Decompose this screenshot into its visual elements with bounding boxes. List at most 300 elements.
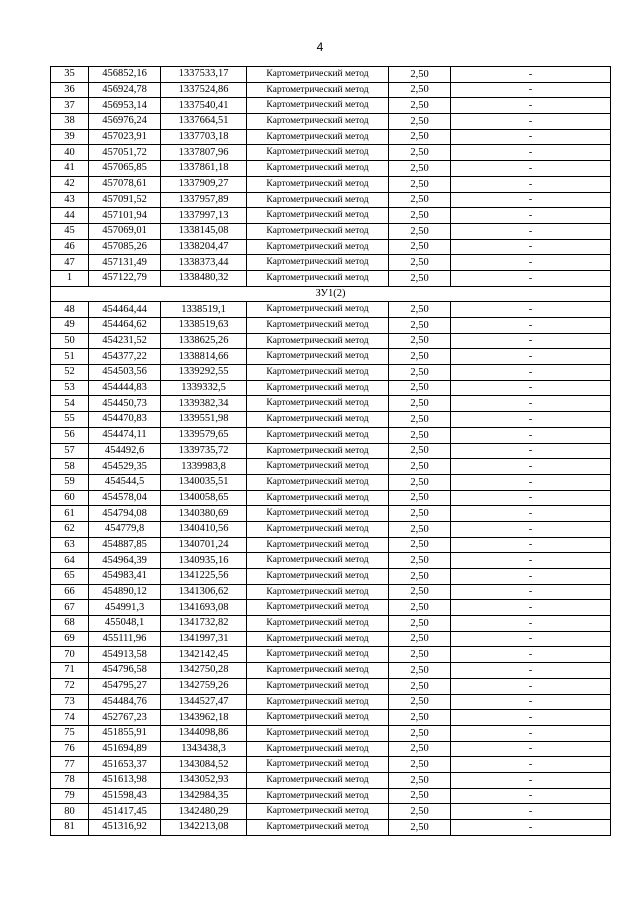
x-coordinate-cell: 451316,92 [89, 820, 161, 836]
x-coordinate-cell: 454503,56 [89, 365, 161, 381]
method-cell: Картометрический метод [247, 474, 389, 490]
accuracy-cell: 2,50 [389, 98, 451, 114]
point-number-cell: 80 [51, 804, 89, 820]
table-row [51, 176, 611, 192]
point-number-cell: 56 [51, 427, 89, 443]
table-row [51, 804, 611, 820]
note-cell: - [451, 208, 611, 224]
note-cell: - [451, 663, 611, 679]
accuracy-cell: 2,50 [389, 569, 451, 585]
note-cell: - [451, 223, 611, 239]
y-coordinate-cell: 1342142,45 [161, 647, 247, 663]
x-coordinate-cell: 454231,52 [89, 333, 161, 349]
x-coordinate-cell: 454890,12 [89, 584, 161, 600]
method-cell: Картометрический метод [247, 772, 389, 788]
x-coordinate-cell: 454544,5 [89, 474, 161, 490]
note-cell: - [451, 349, 611, 365]
accuracy-cell: 2,50 [389, 694, 451, 710]
table-row [51, 98, 611, 114]
accuracy-cell: 2,50 [389, 129, 451, 145]
table-row [51, 270, 611, 286]
accuracy-cell: 2,50 [389, 725, 451, 741]
method-cell: Картометрический метод [247, 631, 389, 647]
table-row [51, 694, 611, 710]
y-coordinate-cell: 1339332,5 [161, 380, 247, 396]
table-row [51, 365, 611, 381]
x-coordinate-cell: 454578,04 [89, 490, 161, 506]
point-number-cell: 75 [51, 725, 89, 741]
note-cell: - [451, 553, 611, 569]
note-cell: - [451, 427, 611, 443]
accuracy-cell: 2,50 [389, 145, 451, 161]
point-number-cell: 66 [51, 584, 89, 600]
point-number-cell: 42 [51, 176, 89, 192]
method-cell: Картометрический метод [247, 349, 389, 365]
point-number-cell: 65 [51, 569, 89, 585]
accuracy-cell: 2,50 [389, 239, 451, 255]
note-cell: - [451, 396, 611, 412]
note-cell: - [451, 67, 611, 83]
accuracy-cell: 2,50 [389, 192, 451, 208]
method-cell: Картометрический метод [247, 788, 389, 804]
y-coordinate-cell: 1343438,3 [161, 741, 247, 757]
point-number-cell: 55 [51, 412, 89, 428]
method-cell: Картометрический метод [247, 114, 389, 130]
method-cell: Картометрический метод [247, 490, 389, 506]
method-cell: Картометрический метод [247, 412, 389, 428]
x-coordinate-cell: 454983,41 [89, 569, 161, 585]
x-coordinate-cell: 454450,73 [89, 396, 161, 412]
table-row [51, 443, 611, 459]
table-row [51, 223, 611, 239]
x-coordinate-cell: 456953,14 [89, 98, 161, 114]
y-coordinate-cell: 1340935,16 [161, 553, 247, 569]
accuracy-cell: 2,50 [389, 537, 451, 553]
point-number-cell: 74 [51, 710, 89, 726]
y-coordinate-cell: 1337861,18 [161, 161, 247, 177]
x-coordinate-cell: 454474,11 [89, 427, 161, 443]
y-coordinate-cell: 1340035,51 [161, 474, 247, 490]
x-coordinate-cell: 454887,85 [89, 537, 161, 553]
note-cell: - [451, 757, 611, 773]
accuracy-cell: 2,50 [389, 333, 451, 349]
point-number-cell: 52 [51, 365, 89, 381]
table-row [51, 678, 611, 694]
y-coordinate-cell: 1337540,41 [161, 98, 247, 114]
x-coordinate-cell: 454484,76 [89, 694, 161, 710]
accuracy-cell: 2,50 [389, 678, 451, 694]
y-coordinate-cell: 1343962,18 [161, 710, 247, 726]
table-row [51, 380, 611, 396]
note-cell: - [451, 192, 611, 208]
method-cell: Картометрический метод [247, 208, 389, 224]
point-number-cell: 58 [51, 459, 89, 475]
y-coordinate-cell: 1342750,28 [161, 663, 247, 679]
point-number-cell: 79 [51, 788, 89, 804]
table-row [51, 788, 611, 804]
y-coordinate-cell: 1338625,26 [161, 333, 247, 349]
point-number-cell: 67 [51, 600, 89, 616]
point-number-cell: 62 [51, 521, 89, 537]
accuracy-cell: 2,50 [389, 741, 451, 757]
note-cell: - [451, 474, 611, 490]
y-coordinate-cell: 1339579,65 [161, 427, 247, 443]
note-cell: - [451, 647, 611, 663]
x-coordinate-cell: 457085,26 [89, 239, 161, 255]
y-coordinate-cell: 1341225,56 [161, 569, 247, 585]
accuracy-cell: 2,50 [389, 757, 451, 773]
note-cell: - [451, 302, 611, 318]
accuracy-cell: 2,50 [389, 710, 451, 726]
x-coordinate-cell: 457069,01 [89, 223, 161, 239]
y-coordinate-cell: 1339382,34 [161, 396, 247, 412]
note-cell: - [451, 412, 611, 428]
accuracy-cell: 2,50 [389, 553, 451, 569]
y-coordinate-cell: 1341732,82 [161, 616, 247, 632]
note-cell: - [451, 490, 611, 506]
y-coordinate-cell: 1343052,93 [161, 772, 247, 788]
method-cell: Картометрический метод [247, 710, 389, 726]
x-coordinate-cell: 457078,61 [89, 176, 161, 192]
accuracy-cell: 2,50 [389, 474, 451, 490]
table-row [51, 725, 611, 741]
section-header-row [51, 286, 611, 302]
x-coordinate-cell: 454991,3 [89, 600, 161, 616]
y-coordinate-cell: 1340058,65 [161, 490, 247, 506]
x-coordinate-cell: 457101,94 [89, 208, 161, 224]
x-coordinate-cell: 454794,08 [89, 506, 161, 522]
table-row [51, 710, 611, 726]
page-number: 4 [316, 40, 324, 54]
method-cell: Картометрический метод [247, 757, 389, 773]
table-row [51, 553, 611, 569]
x-coordinate-cell: 451417,45 [89, 804, 161, 820]
y-coordinate-cell: 1337664,51 [161, 114, 247, 130]
note-cell: - [451, 584, 611, 600]
y-coordinate-cell: 1338204,47 [161, 239, 247, 255]
point-number-cell: 49 [51, 318, 89, 334]
y-coordinate-cell: 1338145,08 [161, 223, 247, 239]
point-number-cell: 45 [51, 223, 89, 239]
method-cell: Картометрический метод [247, 616, 389, 632]
x-coordinate-cell: 457065,85 [89, 161, 161, 177]
x-coordinate-cell: 454377,22 [89, 349, 161, 365]
note-cell: - [451, 270, 611, 286]
y-coordinate-cell: 1338480,32 [161, 270, 247, 286]
point-number-cell: 53 [51, 380, 89, 396]
table-row [51, 537, 611, 553]
table-row [51, 82, 611, 98]
x-coordinate-cell: 454795,27 [89, 678, 161, 694]
point-number-cell: 64 [51, 553, 89, 569]
method-cell: Картометрический метод [247, 506, 389, 522]
method-cell: Картометрический метод [247, 270, 389, 286]
note-cell: - [451, 145, 611, 161]
x-coordinate-cell: 454464,44 [89, 302, 161, 318]
note-cell: - [451, 98, 611, 114]
y-coordinate-cell: 1338519,63 [161, 318, 247, 334]
point-number-cell: 54 [51, 396, 89, 412]
x-coordinate-cell: 454964,39 [89, 553, 161, 569]
table-row [51, 490, 611, 506]
accuracy-cell: 2,50 [389, 490, 451, 506]
x-coordinate-cell: 454444,83 [89, 380, 161, 396]
method-cell: Картометрический метод [247, 694, 389, 710]
method-cell: Картометрический метод [247, 427, 389, 443]
table-row [51, 192, 611, 208]
table-row [51, 521, 611, 537]
method-cell: Картометрический метод [247, 521, 389, 537]
accuracy-cell: 2,50 [389, 82, 451, 98]
accuracy-cell: 2,50 [389, 67, 451, 83]
accuracy-cell: 2,50 [389, 772, 451, 788]
accuracy-cell: 2,50 [389, 161, 451, 177]
point-number-cell: 36 [51, 82, 89, 98]
table-row [51, 772, 611, 788]
accuracy-cell: 2,50 [389, 412, 451, 428]
note-cell: - [451, 678, 611, 694]
point-number-cell: 38 [51, 114, 89, 130]
point-number-cell: 35 [51, 67, 89, 83]
method-cell: Картометрический метод [247, 302, 389, 318]
method-cell: Картометрический метод [247, 678, 389, 694]
note-cell: - [451, 725, 611, 741]
y-coordinate-cell: 1340380,69 [161, 506, 247, 522]
x-coordinate-cell: 454529,35 [89, 459, 161, 475]
accuracy-cell: 2,50 [389, 365, 451, 381]
x-coordinate-cell: 454470,83 [89, 412, 161, 428]
table-row [51, 820, 611, 836]
table-row [51, 647, 611, 663]
accuracy-cell: 2,50 [389, 663, 451, 679]
accuracy-cell: 2,50 [389, 443, 451, 459]
accuracy-cell: 2,50 [389, 616, 451, 632]
accuracy-cell: 2,50 [389, 506, 451, 522]
point-number-cell: 50 [51, 333, 89, 349]
note-cell: - [451, 239, 611, 255]
y-coordinate-cell: 1340410,56 [161, 521, 247, 537]
note-cell: - [451, 741, 611, 757]
point-number-cell: 1 [51, 270, 89, 286]
x-coordinate-cell: 454796,58 [89, 663, 161, 679]
x-coordinate-cell: 451694,89 [89, 741, 161, 757]
y-coordinate-cell: 1341997,31 [161, 631, 247, 647]
accuracy-cell: 2,50 [389, 600, 451, 616]
table-row [51, 302, 611, 318]
table-row [51, 333, 611, 349]
note-cell: - [451, 114, 611, 130]
table-row [51, 145, 611, 161]
note-cell: - [451, 129, 611, 145]
accuracy-cell: 2,50 [389, 804, 451, 820]
table-row [51, 616, 611, 632]
point-number-cell: 73 [51, 694, 89, 710]
method-cell: Картометрический метод [247, 663, 389, 679]
note-cell: - [451, 788, 611, 804]
method-cell: Картометрический метод [247, 600, 389, 616]
note-cell: - [451, 694, 611, 710]
point-number-cell: 39 [51, 129, 89, 145]
y-coordinate-cell: 1339292,55 [161, 365, 247, 381]
point-number-cell: 59 [51, 474, 89, 490]
note-cell: - [451, 255, 611, 271]
note-cell: - [451, 772, 611, 788]
point-number-cell: 63 [51, 537, 89, 553]
table-row [51, 631, 611, 647]
note-cell: - [451, 537, 611, 553]
table-row [51, 569, 611, 585]
method-cell: Картометрический метод [247, 725, 389, 741]
x-coordinate-cell: 454464,62 [89, 318, 161, 334]
coordinates-table [50, 66, 611, 836]
accuracy-cell: 2,50 [389, 631, 451, 647]
table-row [51, 239, 611, 255]
x-coordinate-cell: 455048,1 [89, 616, 161, 632]
y-coordinate-cell: 1344098,86 [161, 725, 247, 741]
method-cell: Картометрический метод [247, 145, 389, 161]
y-coordinate-cell: 1337997,13 [161, 208, 247, 224]
note-cell: - [451, 380, 611, 396]
note-cell: - [451, 820, 611, 836]
method-cell: Картометрический метод [247, 804, 389, 820]
x-coordinate-cell: 457051,72 [89, 145, 161, 161]
table-row [51, 114, 611, 130]
table-row [51, 208, 611, 224]
table-row [51, 318, 611, 334]
table-row [51, 474, 611, 490]
coordinates-table-body [51, 67, 611, 836]
table-row [51, 663, 611, 679]
x-coordinate-cell: 451613,98 [89, 772, 161, 788]
x-coordinate-cell: 451598,43 [89, 788, 161, 804]
note-cell: - [451, 459, 611, 475]
accuracy-cell: 2,50 [389, 302, 451, 318]
point-number-cell: 81 [51, 820, 89, 836]
x-coordinate-cell: 454492,6 [89, 443, 161, 459]
y-coordinate-cell: 1337533,17 [161, 67, 247, 83]
accuracy-cell: 2,50 [389, 521, 451, 537]
y-coordinate-cell: 1339983,8 [161, 459, 247, 475]
note-cell: - [451, 600, 611, 616]
table-row [51, 129, 611, 145]
accuracy-cell: 2,50 [389, 396, 451, 412]
method-cell: Картометрический метод [247, 223, 389, 239]
x-coordinate-cell: 457131,49 [89, 255, 161, 271]
method-cell: Картометрический метод [247, 239, 389, 255]
x-coordinate-cell: 457091,52 [89, 192, 161, 208]
accuracy-cell: 2,50 [389, 318, 451, 334]
note-cell: - [451, 443, 611, 459]
method-cell: Картометрический метод [247, 333, 389, 349]
accuracy-cell: 2,50 [389, 427, 451, 443]
method-cell: Картометрический метод [247, 569, 389, 585]
method-cell: Картометрический метод [247, 98, 389, 114]
table-row [51, 412, 611, 428]
x-coordinate-cell: 457023,91 [89, 129, 161, 145]
table-row [51, 459, 611, 475]
method-cell: Картометрический метод [247, 820, 389, 836]
method-cell: Картометрический метод [247, 396, 389, 412]
point-number-cell: 71 [51, 663, 89, 679]
note-cell: - [451, 631, 611, 647]
y-coordinate-cell: 1337807,96 [161, 145, 247, 161]
method-cell: Картометрический метод [247, 82, 389, 98]
method-cell: Картометрический метод [247, 365, 389, 381]
method-cell: Картометрический метод [247, 443, 389, 459]
table-row [51, 741, 611, 757]
y-coordinate-cell: 1342213,08 [161, 820, 247, 836]
point-number-cell: 51 [51, 349, 89, 365]
table-row [51, 67, 611, 83]
accuracy-cell: 2,50 [389, 114, 451, 130]
y-coordinate-cell: 1341693,08 [161, 600, 247, 616]
x-coordinate-cell: 456924,78 [89, 82, 161, 98]
x-coordinate-cell: 451653,37 [89, 757, 161, 773]
y-coordinate-cell: 1338814,66 [161, 349, 247, 365]
x-coordinate-cell: 457122,79 [89, 270, 161, 286]
y-coordinate-cell: 1342480,29 [161, 804, 247, 820]
note-cell: - [451, 804, 611, 820]
table-row [51, 161, 611, 177]
point-number-cell: 40 [51, 145, 89, 161]
point-number-cell: 41 [51, 161, 89, 177]
note-cell: - [451, 569, 611, 585]
y-coordinate-cell: 1337524,86 [161, 82, 247, 98]
y-coordinate-cell: 1343084,52 [161, 757, 247, 773]
point-number-cell: 61 [51, 506, 89, 522]
accuracy-cell: 2,50 [389, 176, 451, 192]
method-cell: Картометрический метод [247, 647, 389, 663]
y-coordinate-cell: 1339735,72 [161, 443, 247, 459]
table-row [51, 255, 611, 271]
note-cell: - [451, 616, 611, 632]
y-coordinate-cell: 1341306,62 [161, 584, 247, 600]
x-coordinate-cell: 456852,16 [89, 67, 161, 83]
table-row [51, 396, 611, 412]
method-cell: Картометрический метод [247, 459, 389, 475]
accuracy-cell: 2,50 [389, 270, 451, 286]
method-cell: Картометрический метод [247, 537, 389, 553]
accuracy-cell: 2,50 [389, 208, 451, 224]
method-cell: Картометрический метод [247, 192, 389, 208]
accuracy-cell: 2,50 [389, 584, 451, 600]
note-cell: - [451, 82, 611, 98]
point-number-cell: 76 [51, 741, 89, 757]
accuracy-cell: 2,50 [389, 820, 451, 836]
x-coordinate-cell: 456976,24 [89, 114, 161, 130]
note-cell: - [451, 506, 611, 522]
method-cell: Картометрический метод [247, 318, 389, 334]
table-row [51, 584, 611, 600]
note-cell: - [451, 318, 611, 334]
method-cell: Картометрический метод [247, 129, 389, 145]
accuracy-cell: 2,50 [389, 255, 451, 271]
x-coordinate-cell: 452767,23 [89, 710, 161, 726]
x-coordinate-cell: 454913,58 [89, 647, 161, 663]
accuracy-cell: 2,50 [389, 223, 451, 239]
y-coordinate-cell: 1337703,18 [161, 129, 247, 145]
point-number-cell: 46 [51, 239, 89, 255]
x-coordinate-cell: 451855,91 [89, 725, 161, 741]
y-coordinate-cell: 1338519,1 [161, 302, 247, 318]
accuracy-cell: 2,50 [389, 788, 451, 804]
accuracy-cell: 2,50 [389, 647, 451, 663]
point-number-cell: 37 [51, 98, 89, 114]
point-number-cell: 44 [51, 208, 89, 224]
point-number-cell: 72 [51, 678, 89, 694]
table-row [51, 506, 611, 522]
accuracy-cell: 2,50 [389, 349, 451, 365]
